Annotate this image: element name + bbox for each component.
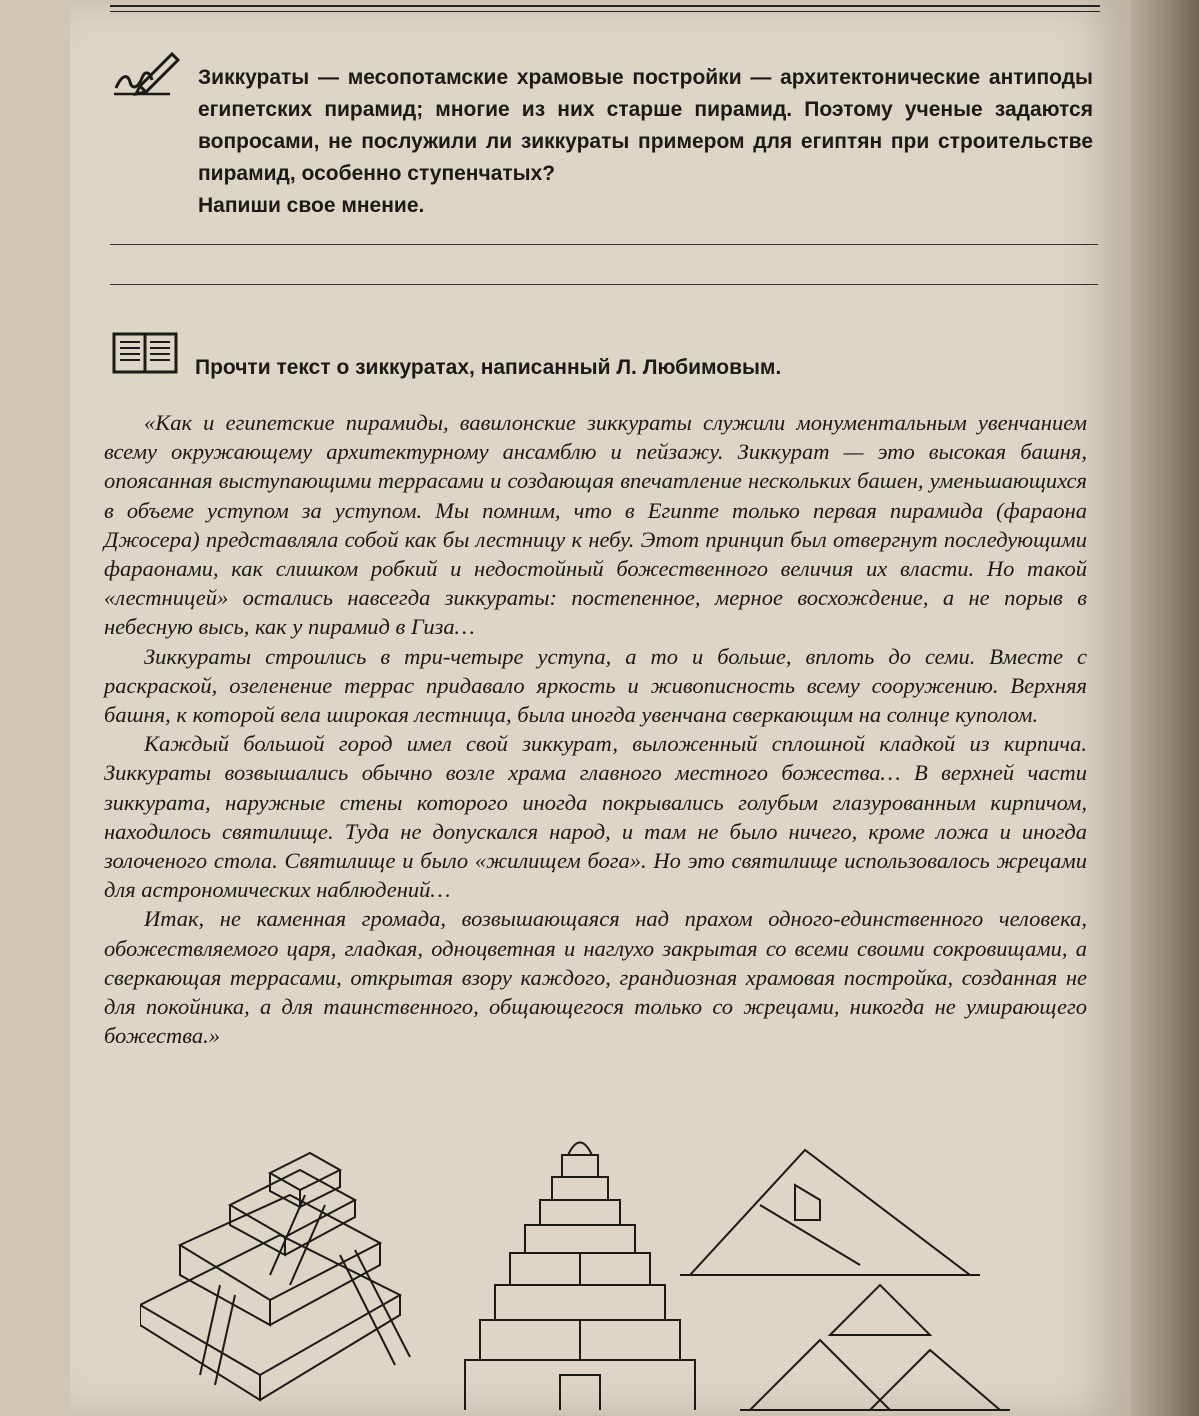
reading-instruction: Прочти текст о зиккуратах, написанный Л. Любимовым. xyxy=(195,356,782,379)
top-rule-thin xyxy=(110,11,1100,12)
pyramids-drawing xyxy=(680,1150,1010,1410)
answer-line[interactable] xyxy=(110,284,1098,285)
quote-paragraph: Итак, не каменная громада, возвышающаяся над прахом одного-единственного человека, обожествляемого царя, гладкая, одноцветная и наглухо закрытая со всеми своими сокровищами, а сверкающая террасами, открытая взору каждого, грандиозная храмовая постройка, созданная не для покойника, а для таинственного, общающегося только со жрецами, никогда не умирающего божества.» xyxy=(104,906,1087,1049)
answer-line[interactable] xyxy=(110,244,1098,245)
task-block xyxy=(198,62,1093,222)
quote-text xyxy=(104,408,1087,1050)
tiered-tower-drawing xyxy=(465,1143,695,1411)
top-rule xyxy=(110,5,1100,7)
task-text: Зиккураты — месопотамские храмовые постройки — архитектонические антиподы египетских пирамид; многие из них старше пирамид. Поэтому ученые задаются вопросами, не послужили ли зиккураты примером для египтян при строительстве пирамид, особенно ступенчатых? xyxy=(198,66,1093,185)
quote-paragraph: Зиккураты строились в три-четыре уступа, а то и больше, вплоть до семи. Вместе с раскраской, озеленение террас придавало яркость и живописность всему сооружению. Верхняя башня, к которой вела широкая лестница, была иногда увенчана сверкающим на солнце куполом. xyxy=(104,643,1087,728)
ziggurat-drawing xyxy=(140,1153,410,1400)
task-prompt: Напиши свое мнение. xyxy=(198,194,425,217)
quote-paragraph: Каждый большой город имел свой зиккурат, выложенный сплошной кладкой из кирпича. Зиккураты возвышались обычно возле храма главного местного божества… В верхней части зиккурата, наружные стены которого иногда покрывались голубым глазурованным кирпичом, находилось святилище. Туда не допускался народ, и там не было ничего, кроме ложа и иногда золоченого стола. Святилище и было «жилищем бога». Но это святилище использовалось жрецами для астрономических наблюдений… xyxy=(104,731,1087,903)
pen-writing-icon xyxy=(112,48,182,96)
open-book-icon xyxy=(112,330,178,376)
quote-paragraph: «Как и египетские пирамиды, вавилонские зиккураты служили монументальным увенчанием всему окружающему архитектурному ансамблю и пейзажу. Зиккурат — это высокая башня, опоясанная выступающими террасами и создающая впечатление нескольких башен, уменьшающихся в объеме уступом за уступом. Мы помним, что в Египте только первая пирамида (фараона Джосера) представляла собой как бы лестницу к небу. Этот принцип был отвергнут последующими фараонами, как слишком робкий и недостойный божественного величия их власти. Но такой «лестницей» остались навсегда зиккураты: постепенное, мерное восхождение, а не порыв в небесную высь, как у пирамид в Гиза… xyxy=(104,410,1087,640)
illustrations xyxy=(140,1125,1040,1416)
page-edge-shadow xyxy=(1130,0,1199,1416)
